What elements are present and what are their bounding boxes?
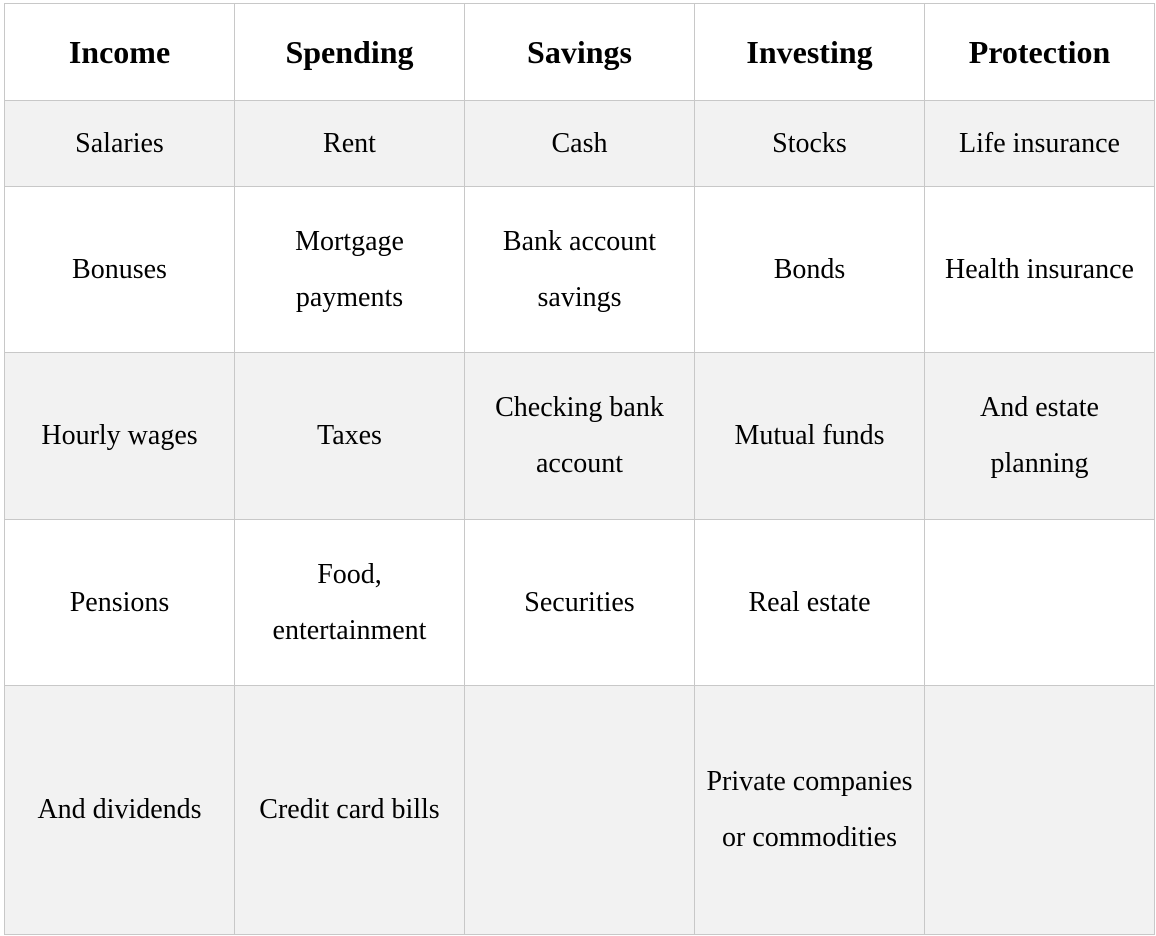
table-row — [5, 187, 1155, 353]
table-cell: Mutual funds — [695, 353, 925, 520]
header-income: Income — [5, 4, 235, 101]
table-cell: Credit card bills — [235, 686, 465, 935]
table-cell: Taxes — [235, 353, 465, 520]
header-protection: Protection — [925, 4, 1155, 101]
header-spending: Spending — [235, 4, 465, 101]
table-cell: Rent — [235, 101, 465, 187]
table-header-row — [5, 4, 1155, 101]
table-cell: And estate planning — [925, 353, 1155, 520]
table-cell: Bonuses — [5, 187, 235, 353]
table-row — [5, 101, 1155, 187]
table-cell: Securities — [465, 520, 695, 686]
table-row — [5, 520, 1155, 686]
table-cell: Mortgage payments — [235, 187, 465, 353]
table-cell: Checking bank account — [465, 353, 695, 520]
table-cell: Cash — [465, 101, 695, 187]
table-cell: Pensions — [5, 520, 235, 686]
table-cell: Health insurance — [925, 187, 1155, 353]
table-row — [5, 353, 1155, 520]
table-cell-empty — [465, 686, 695, 935]
table-row — [5, 686, 1155, 935]
table-cell: Hourly wages — [5, 353, 235, 520]
table-cell: Food, entertainment — [235, 520, 465, 686]
table-cell: Salaries — [5, 101, 235, 187]
table-cell: Bank account savings — [465, 187, 695, 353]
header-investing: Investing — [695, 4, 925, 101]
table-cell-empty — [925, 686, 1155, 935]
table-cell: Private companies or commodities — [695, 686, 925, 935]
table-cell: Life insurance — [925, 101, 1155, 187]
header-savings: Savings — [465, 4, 695, 101]
table-cell: Stocks — [695, 101, 925, 187]
table-cell: Bonds — [695, 187, 925, 353]
table-cell-empty — [925, 520, 1155, 686]
table-cell: And dividends — [5, 686, 235, 935]
finance-categories-table — [4, 3, 1155, 935]
table-cell: Real estate — [695, 520, 925, 686]
